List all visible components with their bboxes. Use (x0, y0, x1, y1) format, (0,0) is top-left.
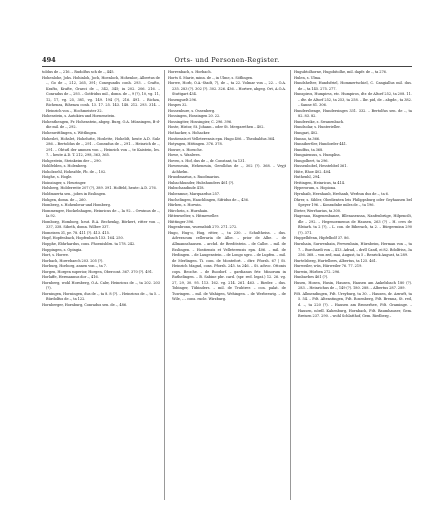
index-entry: Houwe, s. Hoesche. (168, 147, 203, 152)
index-entry: Howe, s. Wanlwes. (168, 153, 201, 158)
index-column-2 (168, 70, 286, 502)
index-entry: Homberg, s. Hohenbeur und Homberg. (42, 203, 111, 208)
index-entry: Horwe, Horb, O.A.-Stadt, 7), de –, ta 22. Volmar von –, 22. – O.A. 235. 283 (?). 302 (?). 302. 326. 436. – Hortwe, abgeg. Ort, A.O.A. Stuttgart 434. (168, 81, 286, 97)
index-entry: Hyrnhaib, Hernhanb, Hrehanb, Werbun dus de –, ta 6. (294, 192, 389, 197)
index-entry: Hundersike, s. Swanenbach. (294, 119, 345, 124)
index-entry: Hohlfelden, s. Holenberg. (42, 164, 88, 169)
index-entry: Hruodmarius, s. Ruodmarius. (168, 175, 221, 180)
index-entry: Hospes 32. (168, 103, 188, 108)
index-entry: Hungari, 402. (294, 131, 319, 136)
index-entry: Horburg, Horborg, annen von –, ta 7. (42, 264, 107, 269)
index-entry: Husen, Hosen, Husin, Hausen, Hausen am Ankelsbach 180 (?). 283. – Heinrichus de –, 149 (?). 180. 288. – Albertus 287. 289. (294, 280, 412, 291)
index-entry: Horts S. Marie, minn. de –, in Ulme, s. Söflingen. (168, 75, 254, 80)
index-entry: Hoholzsehl, Hoheafde, Pb. de –, 102. (42, 169, 107, 174)
index-entry: Hoven, s. Hof, dus de –, dr. Constant, ta 131. (168, 158, 246, 163)
index-entry: Hungolbert, ta 296. (294, 158, 329, 163)
index-entry: Huchelingen, Hauchlingen, Sifridus de –, 436. (168, 197, 249, 202)
index-entry: Hurwin, Hürben 272. 296. (294, 269, 341, 274)
index-entry: Hugo, Hug-o, Hug, ritter, –, ta 230. – Schultheiss. – dus. Adveracum celleraria de Albe. – prior de Albe. – de Allmannshausen. – archd. de Breditstein. – de Calbe. – mil. de Esslingen. – Hostiensis et Velleterensis epn. 406. – mil. de Hedingen. – de Laugenstein. – de Longo sgro. – de Lupfen. – mil. de Merlingen. Ti. com. de Montefort. – dtrr. Pforzh. 67 | St. Heinrich Magnd, cons. Pforzh. 245. ta 246. – St. advoc. Ottonis cops. Beoche. – de Ruodorf. – gardianus frtr. Minorum in Ruthelingen. – B. Sabine pbr. card. (spr. red. legat.) 12. 26. vg. 27, 29, 30. 95. 113. 162. vg. 214. 261. 463. – Rieder. – dus. Tobinger, Tübinders. – mil. de Truhtrer. – con. palat. de Tuwingen. – mil. de Wahigen, Wehingen. – de Werbeswig. – de Wile, – – cons. rucle. Wirzburg. (168, 230, 286, 302)
index-entry: Hüte, Rhoe 402. 404. (294, 169, 332, 174)
index-entry: Horlaffe, Hermannus dor –, 416. (42, 275, 99, 280)
index-entry: Hohenwittlingen, s. Wittlingen. (42, 131, 98, 136)
column-divider (164, 70, 165, 500)
index-entry: Hundshelter, Hundsfriel, Hommertschiel, C. Cangiallus mil. dus. de –, ta 145. 275. 277. (294, 81, 412, 91)
index-entry: Hundsolar, s. Hunterieller. (294, 125, 341, 130)
index-entry: Hornberg, wohl Hornberg, O.A. Calw, Heinricus de –, ta 202. 203 (?). (42, 280, 160, 291)
index-entry: Horgen, Horgen superior, Horgen, Obercont. 367. 370 (?). 491. (42, 269, 154, 274)
index-entry: Hoste, Histor, St. Johann – oder St. Mergarethen – 402. (168, 125, 265, 130)
index-entry: Hossenbure, s. Ossenberg. (168, 108, 216, 113)
index-entry: Hundersbenge, Hundersinges 331. 332. – Bertolfus sen. de –, ta 82. 83. 82. (294, 108, 412, 119)
index-entry: Holsberg, Holderreite 207 (?), 389. 391. Holfeld, heute: A.D. 276. (42, 186, 157, 191)
index-entry: Horbach, Horrebaech 203. 205 (?). (42, 258, 104, 263)
index-entry: Hohenstein, s. Autokirn und Hornenstein. (42, 114, 116, 119)
index-entry: Hyperorum, s. Hopiona. (294, 186, 337, 191)
index-column-1 (42, 70, 160, 502)
index-entry: Hornberger, Hornburg, Conradus sen. de –, 486. (42, 302, 128, 307)
index-entry: Hommenger, Hockelnhagen, Heinricus de –, Ia 92. – Orwinus de –, Ia 92. (42, 208, 160, 219)
index-entry: Hothacker, s. Hohacker. (168, 131, 211, 136)
index-entry: Homeisen 31, pr. 78. 411 (?). 413. 415. (42, 230, 110, 235)
header-rule (42, 66, 412, 67)
index-entry: Hunno, ta 366. (294, 136, 321, 141)
page-number: 494 (42, 56, 56, 64)
index-entry: Huthenhl, 294. (294, 175, 321, 180)
index-entry: Hotyngen, Hittingen. 376. 378. (168, 142, 223, 147)
index-entry: Hugenbronn, wurmsbidi 270. 271. 272. (168, 225, 238, 230)
index-entry: Hohgestein, Steinkeim der –, 290. (42, 158, 102, 163)
index-entry: Hubachhunder, Hubshunders 461 (?). (168, 180, 235, 185)
index-entry: Hoheslet, Hohslet, Hohelutte, Hoslette, Hoheldt, heute A.D. Sulz 286. – Bertoldus de –, 291. – Conradus de –, 291. – Heinrich de –, 291. – Obtutl der ammen von –, Heinrich von –, te Kaistein, les. 7. – heute A.D. T. 212, 298, 363, 365. (42, 136, 160, 158)
running-title: Orts- und Personen-Register. (174, 56, 280, 64)
index-entry: Huppelhfenn, Hipfelbolf 37. 86. (294, 236, 350, 241)
index-entry: Hopf, Hopfenbach, Hopfenbach 153. 164. 250. (42, 236, 124, 241)
index-entry: Ilteter, Werrhurius, ta 300. (294, 208, 342, 213)
index-entry: Dhrer, s. Sibler, Obedienten leis Philippsburg oder Geyhausen bel Speyer 196. – Konradnbe miles de –, ta 196. (294, 197, 412, 208)
index-entry: Horrenbach, s. Horbach. (168, 70, 212, 74)
index-entry: Hurweiler, wüs, Hürweiler 76. 77. 219. (294, 264, 363, 269)
index-entry: Hürchein, s. Hurnhain. (168, 208, 209, 213)
index-entry: Hohgen, domn. de –, 260. (42, 197, 87, 202)
index-entry: Hossingen, Hossingen 20. 22. (168, 114, 221, 119)
index-entry: Hulen, s. Ulma. (294, 75, 322, 80)
index-entry: Fdt. Allmendingen, Fdt. Ureyburg, ta 30. – Hausen, dr. Arnwft, ta 5. 54. – Fdt. Altenstingen, Fdt. Rosenberg, Fdt. Brenna, St. red, d. –, ta 220 (?). – Hausen am Bronerhee, Fdt. Graminge. – Hausen, nördl. Kahenburg, Hornbach, Fdt. Baumhauser, Gem. Breisen 237. 290. – wohl Schlatthof, Gem. Riedberg – (294, 291, 412, 319)
index-columns (42, 70, 412, 502)
index-entry: Hoppingen, s. Opingia. (42, 247, 83, 252)
index-entry: Hohenlohe, Johs. Hohinloh, Joch, Hoenloch, Hohenloe, Albertus de –, Go de –, 212, 265, 391; Conegundis conh. 293. – Crafto, Krafto, Krafte, Graeci de –, 342, 345; iu 202. 206. 216. – Conradus de –, 293. – Gotfridus mil., domn. de –, 9 (?), 10, vg. 11, 12, 17, vg. 25, 381, vg. 149. 194 (?), 216. 491. – Richza, Richenza, Rihenza conh. 13. 17. 25. 143. 148. 212. 293. 314. – Heinrich von –, Hochmeister 32. (42, 75, 160, 113)
index-entry: Hurtelsberg, Hurtelbers, Albertus, ta 125. 461. (294, 258, 378, 263)
index-entry: Hugubtolhorne, Hugobitolhe, mil. dapfr. de –, ta 276. (294, 70, 388, 74)
index-entry: Hopphe, Ebhrhardus, cons. Phoenisblrn. ta 178. 242. (42, 241, 136, 246)
index-entry: Homborg, Homborg, heut. B.A. Bechenkg, Börkert, ritter von –, 337, 338. Sibeth, domn. Wilbev 337. (42, 219, 160, 230)
index-entry: Hussenbobel, Hesstebbel 361. (294, 164, 348, 169)
index-entry: Hunspiros, Humpirss, etc. Humpiros, dtr. de Altorf 252, ta 208. 11. – dtr. de Altorf 252, ta 253, ta 258. – Ibr. pid, de – abgde., ta 382. – Sanne 81. 306. (294, 92, 412, 108)
index-entry: Hunnibertler, Hundorder 441. (294, 142, 348, 147)
index-entry: Howeneuin, Heheneuin, Gerolldus de –, 302 (?). 368. – Veyjt Achhelm. (168, 164, 286, 174)
column-divider (290, 70, 291, 500)
index-column-3 (294, 70, 412, 502)
page-header (42, 56, 412, 66)
index-entry: Hort, s. Horwe. (42, 253, 70, 258)
index-entry: Hosenguelt 296. (168, 97, 198, 102)
index-entry: Hubenmue, Marquardus 257. (168, 192, 221, 197)
index-entry: Hürben, s. Horwin. (168, 203, 202, 208)
index-entry: Hagenau, Hagenenbanze, Bllenasenssa, Nanfenbrüge, Hilpencilt, dle – 292. – Hegenoemenus de Hausen, 263 (?) – H. cres de Blstarh. ta 2 (?), – L. con. de Biberach, ta 2. – Bürgerminn 290 (?). 371. (294, 214, 412, 235)
index-entry: Hostiensis et Velleterensis epn. Hugo 406. – Theobaldus 364. (168, 136, 276, 141)
index-entry: Hurnhain, Surwenbain, Ferwenbain, Hürnbeim, Herman von –, ta 7. – Burchardi von –, 413. Adrad, – drrll Cantl, ei 82. Bdolfriss, 3a 256. 368. – von zed, mai, August, ta 5 – Renrick August, ta 289. (294, 241, 412, 258)
index-entry: Hittenwelter, s. Hitmeweller. (168, 214, 219, 219)
index-entry: Hubschandinde 418. (168, 186, 205, 191)
index-entry: Hohenthengen, Fr. Hohenstein, abgeg. Burg, O.A. Münsingen, B-d-die mil. de –, 292. (42, 119, 160, 130)
index-entry: Hossingiter, Hossingier, C. 296. 396. (168, 119, 233, 124)
index-entry: Hüttinger 396. (168, 219, 195, 224)
index-entry: toldus de –, 216. – Rudolfus sch de –, 445. (42, 70, 115, 74)
index-entry: Hoinsinger, s. Heuringer. (42, 180, 87, 185)
index-entry: Hundfus, ta 368. (294, 147, 324, 152)
index-entry: Hoighe, s. Hogle. (42, 175, 73, 180)
index-entry: Horningen, Horningen, dus de –, ta 8. 8 (?). – Heinricus de –, ta 5. – Bürdolfus de –, ta 122. (42, 291, 160, 302)
index-entry: Hvitingen, Heinricus, ta 414. (294, 180, 346, 185)
index-entry: Holdmuerta sen., jobes in Esslingen. (42, 192, 107, 197)
index-entry: Hungaiensus, s. Humpliss. (294, 153, 341, 158)
index-entry: Hunbavbes 461 (?). (294, 275, 329, 280)
